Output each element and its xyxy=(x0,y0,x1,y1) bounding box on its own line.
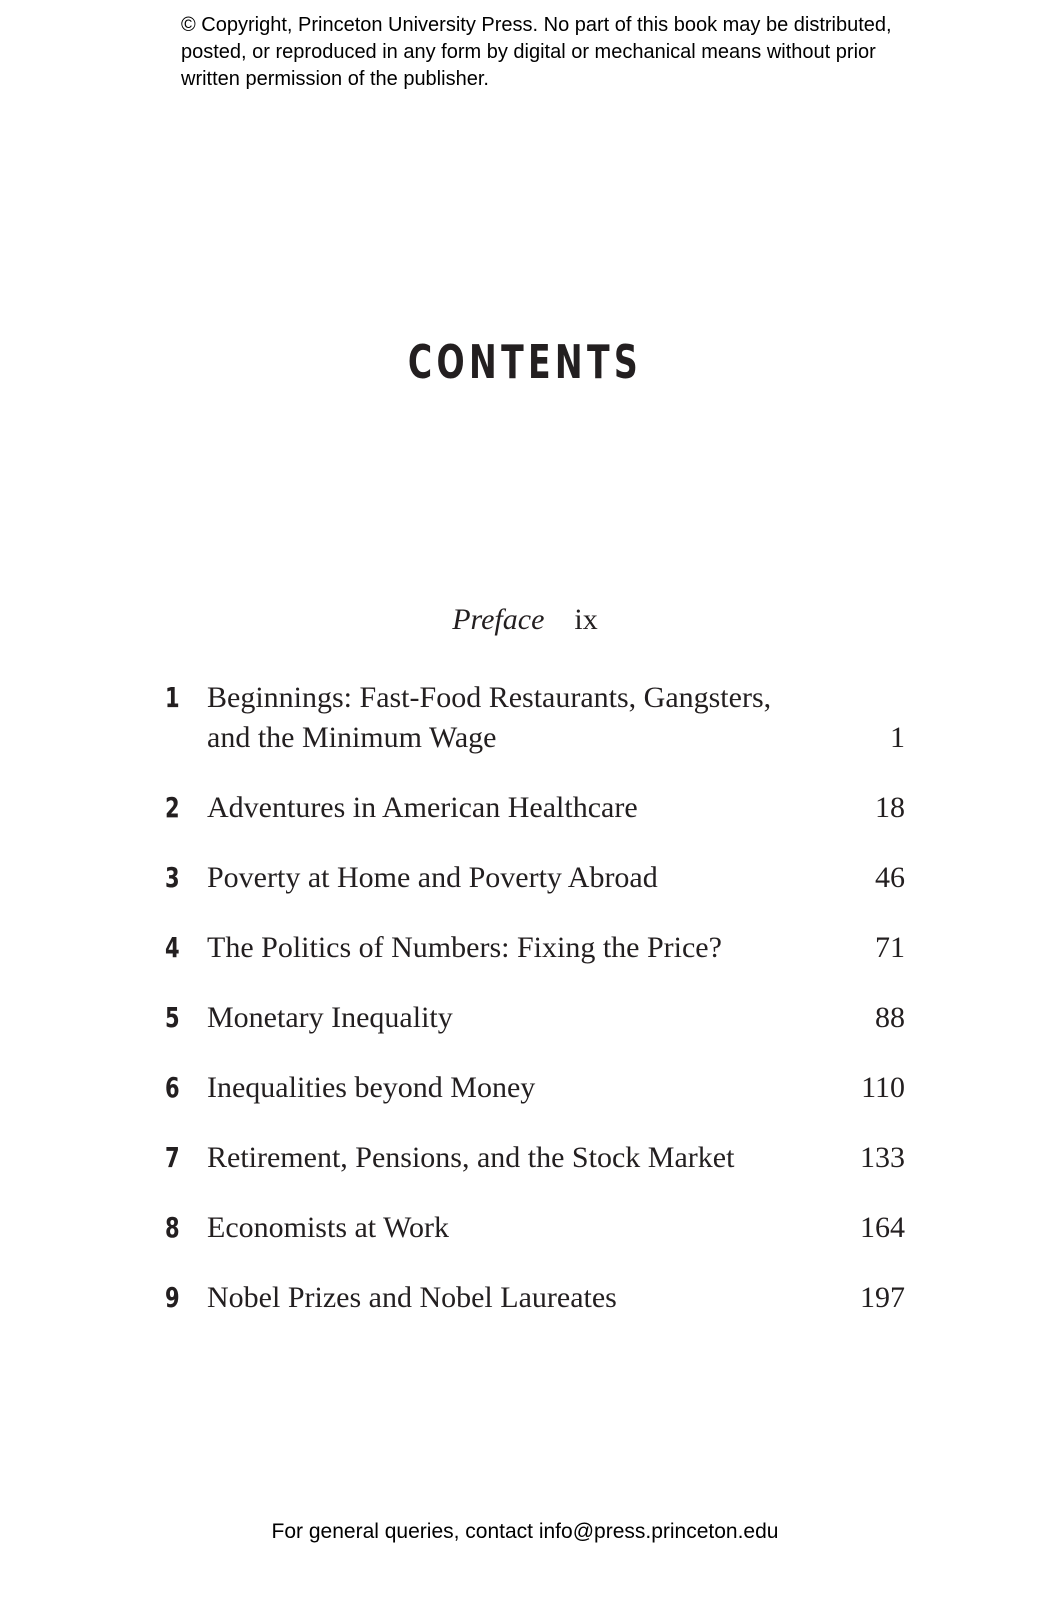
chapter-title: Economists at Work xyxy=(207,1211,450,1244)
chapter-title: Poverty at Home and Poverty Abroad xyxy=(207,861,658,894)
chapter-page-number: 197 xyxy=(860,1281,905,1314)
chapter-title: Nobel Prizes and Nobel Laureates xyxy=(207,1281,617,1314)
page-title: CONTENTS xyxy=(407,335,643,389)
toc-entry[interactable] xyxy=(165,858,905,898)
chapter-title: Adventures in American Healthcare xyxy=(207,791,638,824)
chapter-number: 8 xyxy=(165,1211,180,1244)
footer-contact: For general queries, contact info@press.princeton.edu xyxy=(271,1520,779,1543)
chapter-number: 6 xyxy=(165,1071,180,1104)
copyright-notice: © Copyright, Princeton University Press. No part of this book may be distributed, posted, or reproduced in any form by digital or mechanical means without prior written permission of the publisher. xyxy=(181,14,892,90)
chapter-number: 2 xyxy=(165,791,180,824)
chapter-page-number: 46 xyxy=(875,861,905,894)
preface-label: Preface xyxy=(452,603,545,636)
chapter-number: 4 xyxy=(165,931,180,964)
chapter-page-number: 1 xyxy=(890,721,905,754)
chapter-page-number: 88 xyxy=(875,1001,905,1034)
chapter-number: 3 xyxy=(165,861,180,894)
chapter-page-number: 133 xyxy=(860,1141,905,1174)
chapter-title: Monetary Inequality xyxy=(207,1001,453,1034)
chapter-title: Inequalities beyond Money xyxy=(207,1071,536,1104)
chapter-page-number: 71 xyxy=(875,931,905,964)
chapter-page-number: 110 xyxy=(861,1071,905,1104)
toc-entry[interactable] xyxy=(165,1068,905,1108)
chapter-number: 9 xyxy=(165,1281,180,1314)
toc-entry[interactable] xyxy=(165,788,905,828)
chapter-number: 1 xyxy=(165,681,180,714)
chapter-page-number: 18 xyxy=(875,791,905,824)
toc-entry[interactable] xyxy=(165,1208,905,1248)
chapter-number: 7 xyxy=(165,1141,180,1174)
toc-entry[interactable] xyxy=(165,928,905,968)
preface-page-number: ix xyxy=(574,603,598,636)
toc-entry[interactable] xyxy=(165,1278,905,1318)
toc-entry[interactable] xyxy=(165,998,905,1038)
toc-entry[interactable] xyxy=(165,1138,905,1178)
chapter-number: 5 xyxy=(165,1001,180,1034)
toc-entry[interactable] xyxy=(165,678,905,758)
chapter-title: Beginnings: Fast-Food Restaurants, Gangsters, and the Minimum Wage xyxy=(207,681,772,754)
chapter-title: The Politics of Numbers: Fixing the Price? xyxy=(207,931,722,964)
chapter-title: Retirement, Pensions, and the Stock Market xyxy=(207,1141,735,1174)
chapter-page-number: 164 xyxy=(860,1211,905,1244)
